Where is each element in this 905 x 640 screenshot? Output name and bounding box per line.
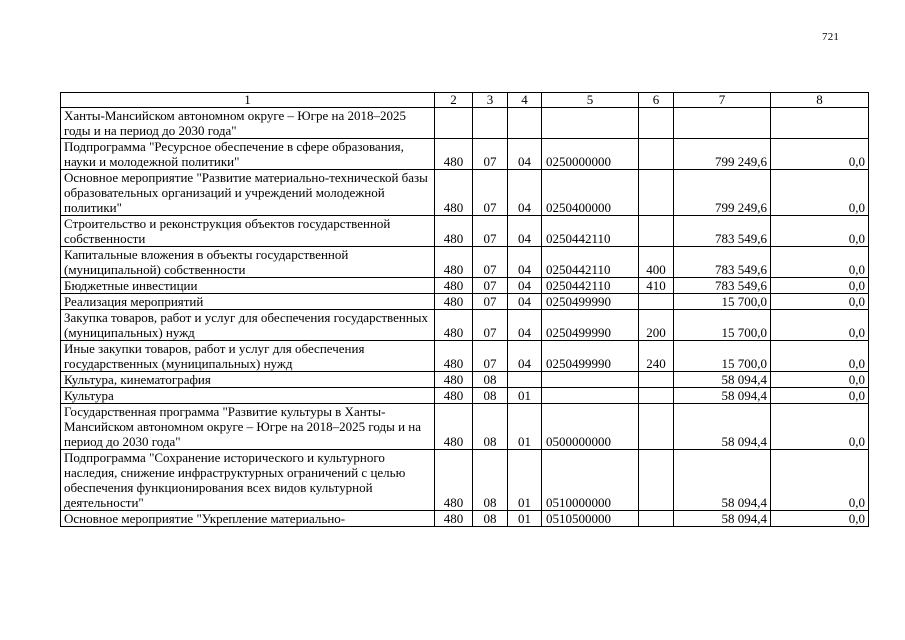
row-name-cell: Бюджетные инвестиции <box>61 278 435 294</box>
section-code-cell <box>473 108 508 139</box>
expense-type-cell <box>639 170 674 216</box>
subsection-code-cell <box>508 372 542 388</box>
subsection-code-cell: 04 <box>508 139 542 170</box>
amount-cell: 15 700,0 <box>674 341 771 372</box>
amount-cell: 15 700,0 <box>674 310 771 341</box>
section-code-cell: 08 <box>473 404 508 450</box>
amount-2-cell <box>771 108 869 139</box>
table-row <box>61 450 869 511</box>
amount-2-cell: 0,0 <box>771 247 869 278</box>
amount-cell <box>674 108 771 139</box>
admin-code-cell: 480 <box>435 247 473 278</box>
target-article-cell <box>542 388 639 404</box>
admin-code-cell: 480 <box>435 139 473 170</box>
row-name-cell: Капитальные вложения в объекты государственной (муниципальной) собственности <box>61 247 435 278</box>
amount-cell: 799 249,6 <box>674 139 771 170</box>
row-name-cell: Иные закупки товаров, работ и услуг для обеспечения государственных (муниципальных) нужд <box>61 341 435 372</box>
table-row <box>61 310 869 341</box>
subsection-code-cell: 01 <box>508 388 542 404</box>
target-article-cell: 0510500000 <box>542 511 639 527</box>
section-code-cell: 07 <box>473 170 508 216</box>
table-row <box>61 294 869 310</box>
column-header: 3 <box>473 93 508 108</box>
table-row <box>61 108 869 139</box>
admin-code-cell: 480 <box>435 511 473 527</box>
page-number: 721 <box>822 31 840 43</box>
amount-2-cell: 0,0 <box>771 511 869 527</box>
table-row <box>61 341 869 372</box>
target-article-cell: 0510000000 <box>542 450 639 511</box>
admin-code-cell: 480 <box>435 388 473 404</box>
amount-cell: 58 094,4 <box>674 404 771 450</box>
column-header: 4 <box>508 93 542 108</box>
amount-2-cell: 0,0 <box>771 388 869 404</box>
admin-code-cell: 480 <box>435 278 473 294</box>
admin-code-cell: 480 <box>435 404 473 450</box>
target-article-cell: 0250442110 <box>542 278 639 294</box>
section-code-cell: 07 <box>473 216 508 247</box>
admin-code-cell <box>435 108 473 139</box>
table-row <box>61 388 869 404</box>
amount-cell: 58 094,4 <box>674 388 771 404</box>
section-code-cell: 07 <box>473 139 508 170</box>
expense-type-cell <box>639 388 674 404</box>
subsection-code-cell: 01 <box>508 450 542 511</box>
subsection-code-cell: 04 <box>508 341 542 372</box>
target-article-cell: 0250499990 <box>542 294 639 310</box>
row-name-cell: Строительство и реконструкция объектов государственной собственности <box>61 216 435 247</box>
subsection-code-cell: 04 <box>508 216 542 247</box>
expense-type-cell: 400 <box>639 247 674 278</box>
table-row <box>61 372 869 388</box>
amount-2-cell: 0,0 <box>771 170 869 216</box>
table-row <box>61 278 869 294</box>
amount-cell: 783 549,6 <box>674 216 771 247</box>
amount-cell: 783 549,6 <box>674 247 771 278</box>
amount-2-cell: 0,0 <box>771 278 869 294</box>
amount-cell: 799 249,6 <box>674 170 771 216</box>
amount-2-cell: 0,0 <box>771 372 869 388</box>
subsection-code-cell: 01 <box>508 404 542 450</box>
table-row <box>61 170 869 216</box>
header-row <box>61 93 869 108</box>
row-name-cell: Подпрограмма "Сохранение исторического и культурного наследия, снижение инфраструктурных ограничений с целью обеспечения функционирования всех видов культурной деятельности" <box>61 450 435 511</box>
row-name-cell: Основное мероприятие "Укрепление материально- <box>61 511 435 527</box>
subsection-code-cell: 04 <box>508 294 542 310</box>
section-code-cell: 07 <box>473 310 508 341</box>
expense-type-cell: 240 <box>639 341 674 372</box>
subsection-code-cell: 01 <box>508 511 542 527</box>
expense-type-cell <box>639 372 674 388</box>
subsection-code-cell: 04 <box>508 247 542 278</box>
target-article-cell <box>542 108 639 139</box>
expense-type-cell <box>639 404 674 450</box>
row-name-cell: Основное мероприятие "Развитие материально-технической базы образовательных организаций и учреждений молодежной политики" <box>61 170 435 216</box>
admin-code-cell: 480 <box>435 450 473 511</box>
row-name-cell: Закупка товаров, работ и услуг для обеспечения государственных (муниципальных) нужд <box>61 310 435 341</box>
section-code-cell: 08 <box>473 450 508 511</box>
column-header: 8 <box>771 93 869 108</box>
target-article-cell: 0250499990 <box>542 310 639 341</box>
expense-type-cell <box>639 450 674 511</box>
amount-cell: 58 094,4 <box>674 372 771 388</box>
amount-2-cell: 0,0 <box>771 310 869 341</box>
target-article-cell <box>542 372 639 388</box>
target-article-cell: 0250442110 <box>542 247 639 278</box>
amount-cell: 15 700,0 <box>674 294 771 310</box>
subsection-code-cell <box>508 108 542 139</box>
amount-2-cell: 0,0 <box>771 404 869 450</box>
row-name-cell: Подпрограмма "Ресурсное обеспечение в сфере образования, науки и молодежной политики" <box>61 139 435 170</box>
amount-2-cell: 0,0 <box>771 139 869 170</box>
section-code-cell: 07 <box>473 294 508 310</box>
section-code-cell: 08 <box>473 511 508 527</box>
budget-table <box>60 92 869 527</box>
section-code-cell: 07 <box>473 341 508 372</box>
table-row <box>61 216 869 247</box>
expense-type-cell <box>639 108 674 139</box>
expense-type-cell <box>639 294 674 310</box>
amount-cell: 58 094,4 <box>674 450 771 511</box>
section-code-cell: 08 <box>473 372 508 388</box>
target-article-cell: 0500000000 <box>542 404 639 450</box>
column-header: 5 <box>542 93 639 108</box>
column-header: 6 <box>639 93 674 108</box>
amount-cell: 58 094,4 <box>674 511 771 527</box>
admin-code-cell: 480 <box>435 216 473 247</box>
row-name-cell: Государственная программа "Развитие культуры в Ханты-Мансийском автономном округе – Югре на 2018–2025 годы и на период до 2030 года" <box>61 404 435 450</box>
section-code-cell: 08 <box>473 388 508 404</box>
amount-2-cell: 0,0 <box>771 216 869 247</box>
table-row <box>61 139 869 170</box>
subsection-code-cell: 04 <box>508 170 542 216</box>
section-code-cell: 07 <box>473 247 508 278</box>
admin-code-cell: 480 <box>435 294 473 310</box>
row-name-cell: Культура, кинематография <box>61 372 435 388</box>
expense-type-cell <box>639 511 674 527</box>
section-code-cell: 07 <box>473 278 508 294</box>
row-name-cell: Реализация мероприятий <box>61 294 435 310</box>
amount-2-cell: 0,0 <box>771 450 869 511</box>
table-body <box>61 108 869 527</box>
target-article-cell: 0250442110 <box>542 216 639 247</box>
expense-type-cell: 410 <box>639 278 674 294</box>
target-article-cell: 0250499990 <box>542 341 639 372</box>
amount-cell: 783 549,6 <box>674 278 771 294</box>
table-row <box>61 404 869 450</box>
expense-type-cell <box>639 139 674 170</box>
column-header: 1 <box>61 93 435 108</box>
target-article-cell: 0250000000 <box>542 139 639 170</box>
column-header: 7 <box>674 93 771 108</box>
admin-code-cell: 480 <box>435 170 473 216</box>
target-article-cell: 0250400000 <box>542 170 639 216</box>
row-name-cell: Ханты-Мансийском автономном округе – Югре на 2018–2025 годы и на период до 2030 года" <box>61 108 435 139</box>
row-name-cell: Культура <box>61 388 435 404</box>
admin-code-cell: 480 <box>435 372 473 388</box>
amount-2-cell: 0,0 <box>771 341 869 372</box>
table-row <box>61 511 869 527</box>
amount-2-cell: 0,0 <box>771 294 869 310</box>
expense-type-cell: 200 <box>639 310 674 341</box>
expense-type-cell <box>639 216 674 247</box>
column-header: 2 <box>435 93 473 108</box>
table-row <box>61 247 869 278</box>
subsection-code-cell: 04 <box>508 310 542 341</box>
admin-code-cell: 480 <box>435 310 473 341</box>
admin-code-cell: 480 <box>435 341 473 372</box>
subsection-code-cell: 04 <box>508 278 542 294</box>
